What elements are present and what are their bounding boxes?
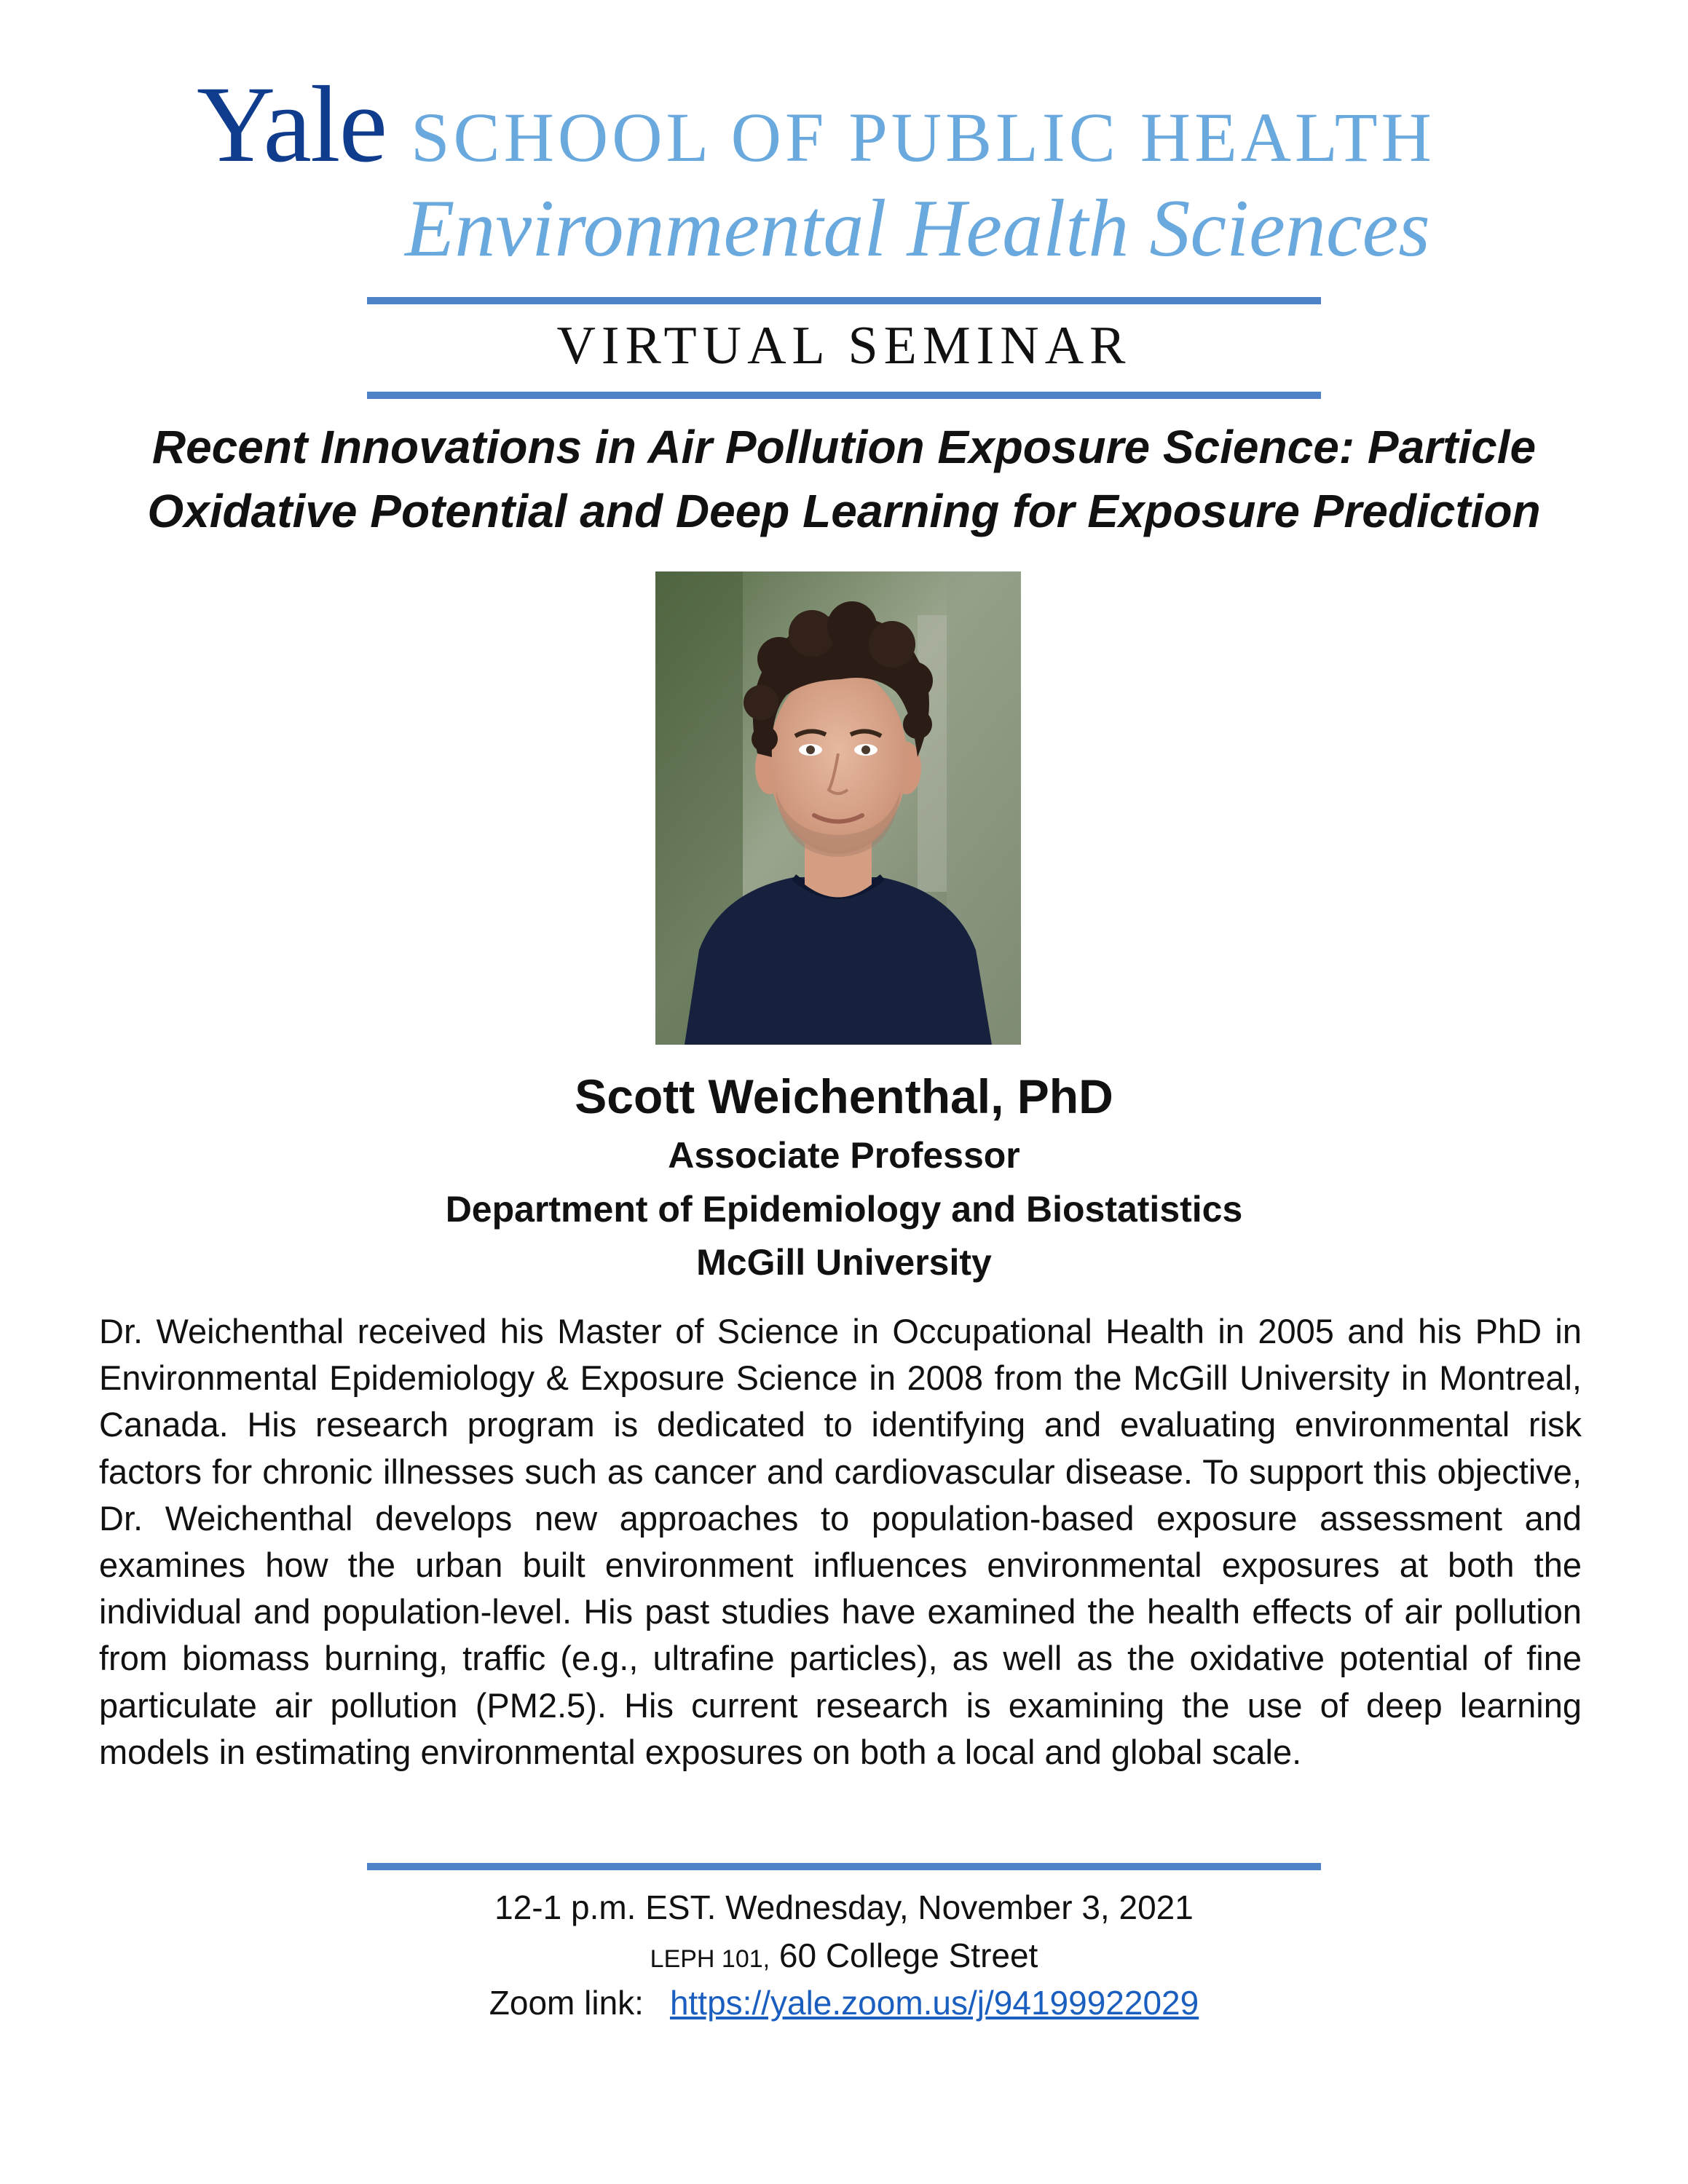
speaker-university: McGill University — [696, 1242, 992, 1283]
speaker-photo — [655, 571, 1021, 1045]
speaker-name: Scott Weichenthal, PhD — [575, 1069, 1113, 1123]
event-type: VIRTUAL SEMINAR — [556, 316, 1132, 376]
event-location — [0, 1936, 1688, 1975]
yale-wordmark: Yale — [197, 64, 387, 185]
divider-under-event-type — [367, 392, 1321, 399]
event-datetime: 12-1 p.m. EST. Wednesday, November 3, 2021 — [494, 1888, 1194, 1926]
speaker-title: Associate Professor — [668, 1135, 1020, 1176]
department-name: Environmental Health Sciences — [405, 183, 1430, 274]
talk-title: Recent Innovations in Air Pollution Exposure Science: Particle Oxidative Potential and Deep Learning for Exposure Prediction — [147, 421, 1541, 537]
zoom-info — [0, 1983, 1688, 2022]
header — [0, 62, 1688, 280]
speaker-department: Department of Epidemiology and Biostatistics — [445, 1189, 1243, 1230]
event-room: LEPH 101, — [650, 1945, 770, 1973]
speaker-bio: Dr. Weichenthal received his Master of Science in Occupational Health in 2005 and his PhD in Environmental Epidemiology & Exposure Science in 2008 from the McGill University in Montreal, Canada. His research program is dedicated to identifying and evaluating environmental risk factors for chronic illnesses such as cancer and cardiovascular disease. To support this objective, Dr. Weichenthal develops new approaches to population-based exposure assessment and examines how the urban built environment influences environmental exposures at both the individual and population-level. His past studies have examined the health effects of air pollution from biomass burning, traffic (e.g., ultrafine particles), as well as the oxidative potential of fine particulate air pollution (PM2.5). His current research is examining the use of deep learning models in estimating environmental exposures on both a local and global scale. — [99, 1312, 1582, 1771]
divider-bottom — [367, 1863, 1321, 1870]
divider-top — [367, 297, 1321, 304]
zoom-label: Zoom link: — [489, 1984, 644, 2022]
zoom-link[interactable]: https://yale.zoom.us/j/94199922029 — [669, 1984, 1199, 2022]
school-logo — [197, 62, 1435, 187]
event-address: 60 College Street — [778, 1936, 1038, 1974]
school-name: SCHOOL OF PUBLIC HEALTH — [411, 98, 1435, 176]
